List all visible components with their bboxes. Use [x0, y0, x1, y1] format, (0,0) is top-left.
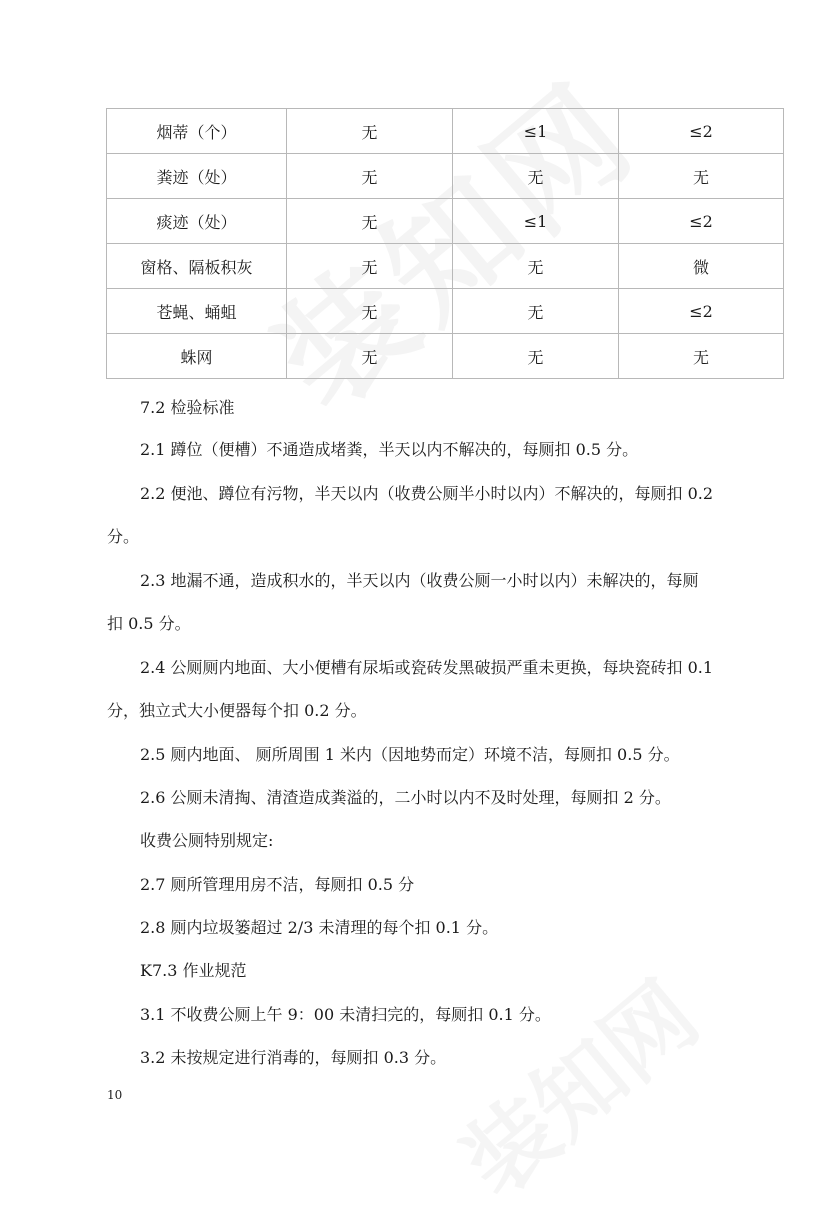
paragraph-2-2-line1: 2.2 便池、蹲位有污物，半天以内（收费公厕半小时以内）不解决的，每厕扣 0.2: [140, 484, 714, 503]
table-cell: ≤2: [619, 109, 784, 154]
table-cell: 苍蝇、蛹蛆: [107, 289, 287, 334]
paragraph-3-1: 3.1 不收费公厕上午 9：00 未清扫完的，每厕扣 0.1 分。: [140, 1005, 551, 1024]
paragraph-2-2-line2: 分。: [107, 527, 140, 546]
table-cell: 无: [287, 199, 453, 244]
table-cell: 痰迹（处）: [107, 199, 287, 244]
table-cell: 无: [287, 289, 453, 334]
table-cell: ≤2: [619, 199, 784, 244]
table-row: [107, 244, 784, 289]
table-cell: 无: [287, 109, 453, 154]
table-cell: 无: [453, 289, 619, 334]
paragraph-2-4-line1: 2.4 公厕厕内地面、大小便槽有尿垢或瓷砖发黑破损严重未更换，每块瓷砖扣 0.1: [140, 658, 714, 677]
table-cell: 无: [453, 334, 619, 379]
table-row: [107, 334, 784, 379]
paragraph-2-5: 2.5 厕内地面、 厕所周围 1 米内（因地势而定）环境不洁，每厕扣 0.5 分。: [140, 745, 680, 764]
paragraph-2-7: 2.7 厕所管理用房不洁，每厕扣 0.5 分: [140, 875, 415, 894]
paragraph-2-8: 2.8 厕内垃圾篓超过 2/3 未清理的每个扣 0.1 分。: [140, 918, 499, 937]
table-cell: ≤1: [453, 109, 619, 154]
paragraph-3-2: 3.2 未按规定进行消毒的，每厕扣 0.3 分。: [140, 1048, 447, 1067]
table-row: [107, 199, 784, 244]
table-cell: 无: [287, 244, 453, 289]
paragraph-2-4-line2: 分，独立式大小便器每个扣 0.2 分。: [107, 701, 367, 720]
paragraph-2-3-line2: 扣 0.5 分。: [107, 614, 191, 633]
standards-table: [106, 108, 784, 379]
page-number: 10: [107, 1088, 123, 1102]
table-cell: 无: [619, 334, 784, 379]
table-cell: 粪迹（处）: [107, 154, 287, 199]
table-cell: 无: [287, 154, 453, 199]
table-cell: ≤2: [619, 289, 784, 334]
paragraph-2-1: 2.1 蹲位（便槽）不通造成堵粪，半天以内不解决的，每厕扣 0.5 分。: [140, 440, 639, 459]
table-cell: 无: [453, 154, 619, 199]
table-cell: ≤1: [453, 199, 619, 244]
paragraph-2-6: 2.6 公厕未清掏、清渣造成粪溢的，二小时以内不及时处理，每厕扣 2 分。: [140, 788, 671, 807]
table-cell: 蛛网: [107, 334, 287, 379]
table-cell: 烟蒂（个）: [107, 109, 287, 154]
table-row: [107, 289, 784, 334]
section-heading-k7-3: K7.3 作业规范: [140, 961, 247, 980]
table-row: [107, 154, 784, 199]
special-rules-heading: 收费公厕特别规定:: [140, 831, 274, 850]
table-cell: 无: [287, 334, 453, 379]
paragraph-2-3-line1: 2.3 地漏不通，造成积水的，半天以内（收费公厕一小时以内）未解决的，每厕: [140, 571, 699, 590]
table-cell: 无: [619, 154, 784, 199]
watermark-bottom: [430, 946, 720, 1219]
section-heading-7-2: 7.2 检验标准: [140, 398, 235, 417]
table-cell: 窗格、隔板积灰: [107, 244, 287, 289]
table-cell: 微: [619, 244, 784, 289]
table-row: [107, 109, 784, 154]
table-cell: 无: [453, 244, 619, 289]
